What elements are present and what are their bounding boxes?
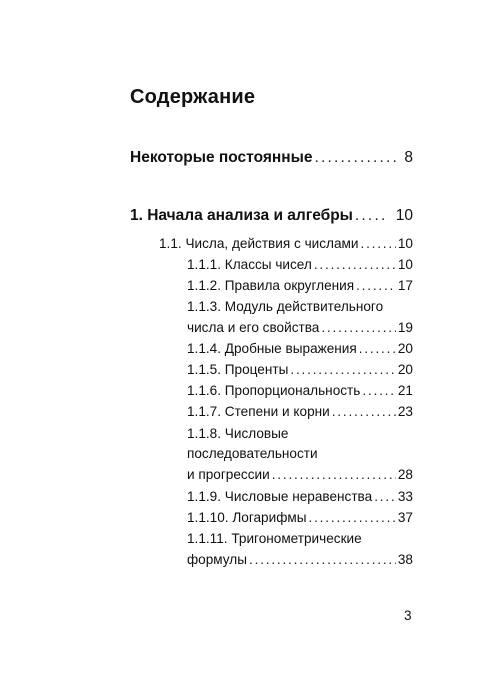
toc-entry-1-1-5[interactable]	[187, 360, 413, 380]
toc-entry-label: 1.1.1. Классы чисел	[187, 257, 312, 272]
toc-entry-1-1-11[interactable]	[187, 550, 413, 570]
toc-leader	[356, 276, 396, 296]
toc-entry-label: 1.1.5. Проценты	[187, 362, 289, 377]
toc-leader	[361, 234, 396, 254]
toc-entry-page: 21	[397, 383, 413, 398]
toc-entry-label: и прогрессии	[187, 467, 270, 482]
toc-entry-label: 1.1.10. Логарифмы	[187, 510, 307, 525]
toc-entry-1-1-3-line1[interactable]: 1.1.3. Модуль действительного	[187, 299, 384, 314]
toc-entry-label: числа и его свойства	[187, 320, 320, 335]
toc-entry-1-1-10[interactable]	[187, 508, 413, 528]
toc-entry-1-1-7[interactable]	[187, 402, 413, 422]
toc-entry-page: 37	[397, 510, 413, 525]
toc-entry-label: 1.1.7. Степени и корни	[187, 404, 330, 419]
toc-leader	[374, 487, 396, 507]
page-title: Содержание	[130, 86, 256, 108]
toc-entry-label: 1.1.2. Правила округления	[187, 278, 355, 293]
toc-leader	[314, 148, 396, 168]
toc-entry-1-1-8[interactable]	[187, 465, 413, 485]
toc-entry-1-1-8-line2[interactable]: последовательности	[187, 446, 318, 461]
toc-entry-1-1-3[interactable]	[187, 318, 413, 338]
toc-entry-page: 33	[397, 489, 413, 504]
toc-entry-1-1-8-line1[interactable]: 1.1.8. Числовые	[187, 426, 289, 441]
toc-entry-page: 28	[397, 467, 413, 482]
toc-entry-page: 23	[397, 404, 413, 419]
toc-entry-label: 1.1.6. Пропорциональность	[187, 383, 361, 398]
toc-leader	[355, 206, 388, 226]
toc-entry-1-1-11-line1[interactable]: 1.1.11. Тригонометрические	[187, 531, 362, 546]
toc-leader	[314, 255, 396, 275]
toc-entry-label: 1. Начала анализа и алгебры	[130, 207, 353, 224]
toc-entry-page: 10	[395, 207, 413, 224]
toc-leader	[309, 508, 396, 528]
toc-entry-1-1-1[interactable]	[187, 255, 413, 275]
toc-leader	[321, 318, 396, 338]
toc-entry-label: 1.1. Числа, действия с числами	[159, 236, 359, 251]
toc-entry-page: 20	[397, 341, 413, 356]
toc-entry-page: 8	[404, 149, 413, 166]
toc-entry-label: 1.1.4. Дробные выражения	[187, 341, 357, 356]
toc-entry-label: Некоторые постоянные	[130, 149, 313, 166]
toc-leader	[249, 550, 396, 570]
toc-entry-page: 20	[397, 362, 413, 377]
toc-leader	[290, 360, 395, 380]
toc-entry-1-1-9[interactable]	[187, 487, 413, 507]
toc-entry-label: 1.1.9. Числовые неравенства	[187, 489, 373, 504]
toc-leader	[272, 465, 396, 485]
toc-entry-1-1-6[interactable]	[187, 381, 413, 401]
page-number: 3	[404, 608, 412, 623]
toc-entry-page: 17	[397, 278, 413, 293]
toc-entry-page: 10	[397, 236, 413, 251]
toc-entry-label: формулы	[187, 552, 248, 567]
toc-leader	[362, 381, 396, 401]
toc-entry-chapter-1[interactable]	[130, 206, 413, 226]
toc-entry-page: 19	[397, 320, 413, 335]
toc-leader	[359, 339, 396, 359]
toc-entry-1-1-4[interactable]	[187, 339, 413, 359]
toc-leader	[332, 402, 396, 422]
toc-entry-page: 10	[397, 257, 413, 272]
toc-entry-page: 38	[397, 552, 413, 567]
toc-entry-intro[interactable]	[130, 148, 413, 168]
toc-entry-1-1-2[interactable]	[187, 276, 413, 296]
toc-entry-section-1-1[interactable]	[159, 234, 413, 254]
